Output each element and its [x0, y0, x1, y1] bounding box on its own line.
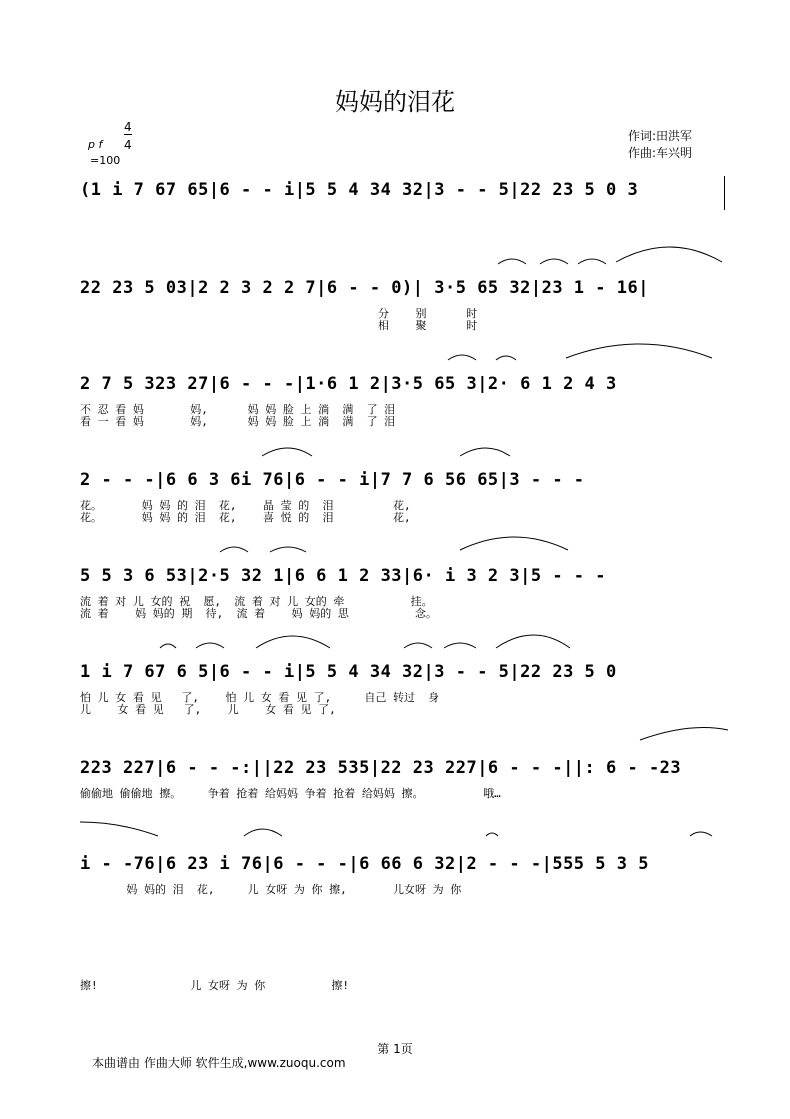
tail-lyrics: 擦! 儿 女呀 为 你 擦!: [80, 979, 350, 992]
score-system-5: [80, 566, 725, 621]
composer-credit: 作曲:车兴明: [628, 146, 693, 160]
lyrics-verse-1: 不 忍 看 妈 妈, 妈 妈 脸 上 淌 满 了 泪: [80, 403, 396, 416]
footer-credit: 本曲谱由 作曲大师 软件生成,www.zuoqu.com: [92, 1056, 346, 1070]
score-system-6: [80, 662, 725, 717]
lyrics-verse-2: 花。 妈 妈 的 泪 花, 喜 悦 的 泪 花,: [80, 511, 411, 524]
lyrics-verse-2: 看 一 看 妈 妈, 妈 妈 脸 上 淌 满 了 泪: [80, 415, 396, 428]
lyrics-verse-1: 花。 妈 妈 的 泪 花, 晶 莹 的 泪 花,: [80, 499, 411, 512]
lyrics-verse-1: 分 别 时: [80, 307, 478, 320]
lyrics-verse-1: 妈 妈的 泪 花, 儿 女呀 为 你 擦, 儿女呀 为 你: [80, 883, 462, 896]
score-system-8: [80, 854, 725, 899]
barline-end-1: [724, 176, 725, 210]
lyricist-credit: 作词:田洪军: [628, 129, 693, 143]
dynamic-marking: p f: [88, 138, 103, 151]
notes-line: (1 i 7 67 65|6 - - i|5 5 4 34 32|3 - - 5|22 23 5 0 3: [80, 180, 639, 200]
lyrics-verse-1: 流 着 对 儿 女的 祝 愿, 流 着 对 儿 女的 牵 挂。: [80, 595, 433, 608]
notes-line: 223 227|6 - - -:||22 23 535|22 23 227|6 - - -||: 6 - -23: [80, 758, 682, 778]
score-system-2: [80, 278, 725, 333]
lyrics-verse-2: 流 着 妈 妈的 期 待, 流 着 妈 妈的 思 念。: [80, 607, 438, 620]
notes-line: 1 i 7 67 6 5|6 - - i|5 5 4 34 32|3 - - 5|22 23 5 0: [80, 662, 617, 682]
time-signature-top: 4: [124, 120, 132, 134]
score-system-1: [80, 180, 725, 210]
tempo-marking: =100: [90, 154, 121, 167]
lyrics-verse-2: 相 聚 时: [80, 319, 478, 332]
lyrics-verse-1: 怕 儿 女 看 见 了, 怕 儿 女 看 见 了, 自己 转过 身: [80, 691, 440, 704]
notes-line: i - -76|6 23 i 76|6 - - -|6 66 6 32|2 - - -|555 5 3 5: [80, 854, 649, 874]
lyrics-verse-1: 偷偷地 偷偷地 擦。 争着 抢着 给妈妈 争着 抢着 给妈妈 擦。 哦…: [80, 787, 501, 800]
page-number: 第 1页: [377, 1042, 413, 1056]
notes-line: 22 23 5 03|2 2 3 2 2 7|6 - - 0)| 3·5 65 32|23 1 - 16|: [80, 278, 649, 298]
score-system-3: [80, 374, 725, 429]
song-title: 妈妈的泪花: [335, 88, 455, 116]
notes-line: 2 7 5 323 27|6 - - -|1·6 1 2|3·5 65 3|2· 6 1 2 4 3: [80, 374, 617, 394]
lyrics-verse-2: 儿 女 看 见 了, 儿 女 看 见 了,: [80, 703, 336, 716]
notes-line: 5 5 3 6 53|2·5 32 1|6 6 1 2 33|6· i 3 2 3|5 - - -: [80, 566, 607, 586]
time-signature-bottom: 4: [124, 138, 132, 152]
score-system-4: [80, 470, 725, 525]
score-system-7: [80, 758, 725, 803]
time-signature-line: [124, 134, 132, 135]
score-header-meta: [88, 120, 148, 172]
notes-line: 2 - - -|6 6 3 6i 76|6 - - i|7 7 6 56 65|3 - - -: [80, 470, 585, 490]
